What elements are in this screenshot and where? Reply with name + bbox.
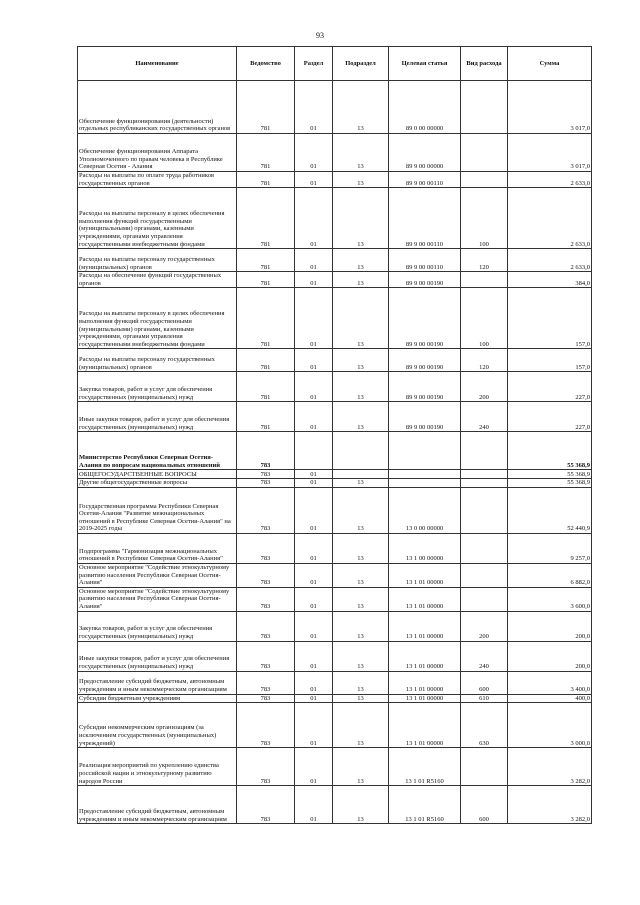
cell-dept: 783 bbox=[237, 786, 295, 824]
cell-subsection: 13 bbox=[333, 249, 389, 272]
cell-subsection: 13 bbox=[333, 533, 389, 563]
cell-section: 01 bbox=[295, 479, 333, 488]
cell-subsection: 13 bbox=[333, 611, 389, 641]
cell-name: Расходы на обеспечение функций государственных органов bbox=[78, 272, 237, 288]
cell-dept: 781 bbox=[237, 134, 295, 172]
cell-sum: 3 017,0 bbox=[508, 81, 592, 134]
cell-name: Иные закупки товаров, работ и услуг для обеспечения государственных (муниципальных) нужд bbox=[78, 402, 237, 432]
cell-name: Подпрограмма "Гармонизация межнациональных отношений в Республике Северная Осетия-Алания" bbox=[78, 533, 237, 563]
cell-section: 01 bbox=[295, 288, 333, 349]
table-row bbox=[78, 432, 592, 470]
cell-section: 01 bbox=[295, 786, 333, 824]
cell-dept: 783 bbox=[237, 470, 295, 479]
cell-section: 01 bbox=[295, 703, 333, 748]
table-row bbox=[78, 349, 592, 372]
cell-target: 89 9 00 00190 bbox=[389, 288, 461, 349]
cell-dept: 783 bbox=[237, 432, 295, 470]
cell-target: 89 9 00 00190 bbox=[389, 402, 461, 432]
table-row bbox=[78, 533, 592, 563]
cell-subsection bbox=[333, 432, 389, 470]
cell-target: 13 1 00 00000 bbox=[389, 533, 461, 563]
cell-subsection: 13 bbox=[333, 487, 389, 533]
cell-kind: 600 bbox=[461, 671, 508, 694]
cell-sum: 3 600,0 bbox=[508, 587, 592, 611]
cell-dept: 781 bbox=[237, 172, 295, 188]
cell-target: 13 1 01 00000 bbox=[389, 671, 461, 694]
cell-dept: 781 bbox=[237, 288, 295, 349]
cell-kind: 630 bbox=[461, 703, 508, 748]
header-section: Раздел bbox=[295, 47, 333, 81]
table-row bbox=[78, 786, 592, 824]
header-name: Наименование bbox=[78, 47, 237, 81]
cell-sum: 384,0 bbox=[508, 272, 592, 288]
cell-kind: 600 bbox=[461, 786, 508, 824]
cell-subsection: 13 bbox=[333, 641, 389, 671]
cell-subsection: 13 bbox=[333, 288, 389, 349]
cell-section: 01 bbox=[295, 694, 333, 703]
cell-section: 01 bbox=[295, 641, 333, 671]
cell-target: 13 1 01 R5160 bbox=[389, 748, 461, 786]
cell-sum: 157,0 bbox=[508, 288, 592, 349]
cell-dept: 783 bbox=[237, 587, 295, 611]
cell-section: 01 bbox=[295, 249, 333, 272]
cell-target: 89 9 00 00110 bbox=[389, 249, 461, 272]
cell-kind bbox=[461, 470, 508, 479]
cell-dept: 783 bbox=[237, 694, 295, 703]
cell-dept: 781 bbox=[237, 349, 295, 372]
cell-target: 13 1 01 00000 bbox=[389, 611, 461, 641]
cell-section: 01 bbox=[295, 470, 333, 479]
cell-kind bbox=[461, 487, 508, 533]
table-row bbox=[78, 694, 592, 703]
cell-name: Расходы на выплаты персоналу в целях обеспечения выполнения функций государственными (муниципальными) органами, казенными учреждениями, органами управления государственными внебюджетными фондами bbox=[78, 288, 237, 349]
table-row bbox=[78, 372, 592, 402]
cell-subsection: 13 bbox=[333, 81, 389, 134]
cell-subsection: 13 bbox=[333, 703, 389, 748]
table-row bbox=[78, 487, 592, 533]
table-row bbox=[78, 272, 592, 288]
table-row bbox=[78, 402, 592, 432]
cell-name: Другие общегосударственные вопросы bbox=[78, 479, 237, 488]
cell-name: Предоставление субсидий бюджетным, автономным учреждениям и иным некоммерческим организациям bbox=[78, 671, 237, 694]
cell-target: 13 0 00 00000 bbox=[389, 487, 461, 533]
cell-target: 13 1 01 00000 bbox=[389, 563, 461, 587]
cell-sum: 6 882,0 bbox=[508, 563, 592, 587]
cell-dept: 783 bbox=[237, 487, 295, 533]
cell-section: 01 bbox=[295, 81, 333, 134]
cell-section: 01 bbox=[295, 402, 333, 432]
header-subsection: Подраздел bbox=[333, 47, 389, 81]
table-row bbox=[78, 703, 592, 748]
cell-target: 13 1 01 00000 bbox=[389, 694, 461, 703]
cell-sum: 200,0 bbox=[508, 611, 592, 641]
cell-name: Расходы на выплаты персоналу государственных (муниципальных) органов bbox=[78, 249, 237, 272]
cell-sum: 9 257,0 bbox=[508, 533, 592, 563]
cell-target: 89 9 00 00110 bbox=[389, 172, 461, 188]
cell-kind bbox=[461, 81, 508, 134]
cell-subsection: 13 bbox=[333, 349, 389, 372]
cell-kind: 200 bbox=[461, 611, 508, 641]
cell-target: 89 9 00 00190 bbox=[389, 349, 461, 372]
cell-kind bbox=[461, 563, 508, 587]
cell-section: 01 bbox=[295, 172, 333, 188]
cell-name: Закупка товаров, работ и услуг для обеспечения государственных (муниципальных) нужд bbox=[78, 372, 237, 402]
cell-sum: 3 282,0 bbox=[508, 748, 592, 786]
cell-subsection: 13 bbox=[333, 372, 389, 402]
cell-subsection: 13 bbox=[333, 786, 389, 824]
cell-subsection: 13 bbox=[333, 134, 389, 172]
cell-subsection: 13 bbox=[333, 587, 389, 611]
cell-dept: 781 bbox=[237, 188, 295, 249]
table-row bbox=[78, 748, 592, 786]
header-dept: Ведомство bbox=[237, 47, 295, 81]
cell-kind: 610 bbox=[461, 694, 508, 703]
cell-target: 89 9 00 00190 bbox=[389, 372, 461, 402]
cell-section: 01 bbox=[295, 487, 333, 533]
cell-target: 89 9 00 00000 bbox=[389, 134, 461, 172]
cell-kind bbox=[461, 172, 508, 188]
cell-kind bbox=[461, 533, 508, 563]
cell-section: 01 bbox=[295, 272, 333, 288]
cell-name: Обеспечение функционирования (деятельности) отдельных республиканских государственных органов bbox=[78, 81, 237, 134]
cell-sum: 3 282,0 bbox=[508, 786, 592, 824]
table-row bbox=[78, 611, 592, 641]
cell-name: Обеспечение функционирования Аппарата Уполномоченного по правам человека в Республике Северная Осетия - Алания bbox=[78, 134, 237, 172]
cell-sum: 55 368,9 bbox=[508, 470, 592, 479]
table-header-row bbox=[78, 47, 592, 81]
cell-section: 01 bbox=[295, 533, 333, 563]
cell-target bbox=[389, 470, 461, 479]
cell-target: 89 0 00 00000 bbox=[389, 81, 461, 134]
cell-name: Иные закупки товаров, работ и услуг для обеспечения государственных (муниципальных) нужд bbox=[78, 641, 237, 671]
cell-dept: 781 bbox=[237, 402, 295, 432]
cell-sum: 55 368,9 bbox=[508, 479, 592, 488]
cell-kind bbox=[461, 587, 508, 611]
cell-section: 01 bbox=[295, 563, 333, 587]
cell-section: 01 bbox=[295, 671, 333, 694]
cell-sum: 52 440,9 bbox=[508, 487, 592, 533]
cell-sum: 227,0 bbox=[508, 402, 592, 432]
cell-kind bbox=[461, 272, 508, 288]
page-number: 93 bbox=[316, 31, 324, 40]
table-row bbox=[78, 563, 592, 587]
table-row bbox=[78, 641, 592, 671]
cell-name: Основное мероприятие "Содействие этнокультурному развитию населения Республики Северная Осетия-Алания" bbox=[78, 563, 237, 587]
cell-sum: 227,0 bbox=[508, 372, 592, 402]
cell-kind bbox=[461, 134, 508, 172]
cell-kind: 120 bbox=[461, 249, 508, 272]
cell-name: Субсидии некоммерческим организациям (за исключением государственных (муниципальных) учреждений) bbox=[78, 703, 237, 748]
table-row bbox=[78, 479, 592, 488]
table-row bbox=[78, 134, 592, 172]
cell-sum: 400,0 bbox=[508, 694, 592, 703]
table-row bbox=[78, 288, 592, 349]
cell-subsection: 13 bbox=[333, 479, 389, 488]
cell-dept: 783 bbox=[237, 533, 295, 563]
cell-section: 01 bbox=[295, 611, 333, 641]
cell-subsection: 13 bbox=[333, 402, 389, 432]
cell-sum: 3 400,0 bbox=[508, 671, 592, 694]
cell-dept: 781 bbox=[237, 81, 295, 134]
cell-section: 01 bbox=[295, 188, 333, 249]
cell-name: Предоставление субсидий бюджетным, автономным учреждениям и иным некоммерческим организациям bbox=[78, 786, 237, 824]
table-row bbox=[78, 671, 592, 694]
cell-sum: 200,0 bbox=[508, 641, 592, 671]
cell-dept: 781 bbox=[237, 372, 295, 402]
cell-section: 01 bbox=[295, 372, 333, 402]
header-sum: Сумма bbox=[508, 47, 592, 81]
cell-sum: 157,0 bbox=[508, 349, 592, 372]
cell-section: 01 bbox=[295, 349, 333, 372]
cell-target: 13 1 01 00000 bbox=[389, 703, 461, 748]
cell-sum: 3 017,0 bbox=[508, 134, 592, 172]
cell-subsection bbox=[333, 470, 389, 479]
cell-target: 89 9 00 00190 bbox=[389, 272, 461, 288]
cell-name: Расходы на выплаты персоналу в целях обеспечения выполнения функций государственными (муниципальными) органами, казенными учреждениями, органами управления государственными внебюджетными фондами bbox=[78, 188, 237, 249]
cell-dept: 783 bbox=[237, 641, 295, 671]
cell-sum: 2 633,0 bbox=[508, 249, 592, 272]
cell-dept: 783 bbox=[237, 671, 295, 694]
cell-dept: 783 bbox=[237, 611, 295, 641]
cell-name: Основное мероприятие "Содействие этнокультурному развитию населения Республики Северная Осетия-Алания" bbox=[78, 587, 237, 611]
cell-target bbox=[389, 479, 461, 488]
cell-sum: 55 368,9 bbox=[508, 432, 592, 470]
cell-kind: 240 bbox=[461, 641, 508, 671]
cell-section: 01 bbox=[295, 134, 333, 172]
cell-target: 13 1 01 00000 bbox=[389, 587, 461, 611]
budget-table bbox=[77, 46, 592, 824]
cell-dept: 781 bbox=[237, 249, 295, 272]
table-row bbox=[78, 249, 592, 272]
cell-section bbox=[295, 432, 333, 470]
cell-name: ОБЩЕГОСУДАРСТВЕННЫЕ ВОПРОСЫ bbox=[78, 470, 237, 479]
cell-target: 89 9 00 00110 bbox=[389, 188, 461, 249]
table-row bbox=[78, 188, 592, 249]
cell-dept: 781 bbox=[237, 272, 295, 288]
cell-kind: 120 bbox=[461, 349, 508, 372]
header-kind: Вид расхода bbox=[461, 47, 508, 81]
cell-subsection: 13 bbox=[333, 172, 389, 188]
cell-kind: 100 bbox=[461, 288, 508, 349]
cell-sum: 3 000,0 bbox=[508, 703, 592, 748]
cell-target bbox=[389, 432, 461, 470]
table-row bbox=[78, 587, 592, 611]
cell-dept: 783 bbox=[237, 563, 295, 587]
cell-subsection: 13 bbox=[333, 563, 389, 587]
cell-kind: 200 bbox=[461, 372, 508, 402]
cell-dept: 783 bbox=[237, 703, 295, 748]
table-row bbox=[78, 81, 592, 134]
cell-name: Расходы на выплаты по оплате труда работников государственных органов bbox=[78, 172, 237, 188]
cell-sum: 2 633,0 bbox=[508, 188, 592, 249]
cell-subsection: 13 bbox=[333, 748, 389, 786]
cell-name: Расходы на выплаты персоналу государственных (муниципальных) органов bbox=[78, 349, 237, 372]
cell-section: 01 bbox=[295, 587, 333, 611]
cell-dept: 783 bbox=[237, 479, 295, 488]
cell-name: Реализация мероприятий по укреплению единства российской нации и этнокультурному развитию народов России bbox=[78, 748, 237, 786]
cell-dept: 783 bbox=[237, 748, 295, 786]
table-row bbox=[78, 470, 592, 479]
cell-subsection: 13 bbox=[333, 188, 389, 249]
cell-kind bbox=[461, 748, 508, 786]
table-row bbox=[78, 172, 592, 188]
cell-target: 13 1 01 00000 bbox=[389, 641, 461, 671]
cell-section: 01 bbox=[295, 748, 333, 786]
cell-name: Субсидии бюджетным учреждениям bbox=[78, 694, 237, 703]
cell-kind: 240 bbox=[461, 402, 508, 432]
cell-subsection: 13 bbox=[333, 272, 389, 288]
cell-name: Министерство Республики Северная Осетия-Алания по вопросам национальных отношений bbox=[78, 432, 237, 470]
cell-name: Государственная программа Республики Северная Осетия-Алания "Развитие межнациональных отношений в Республике Северная Осетия-Алания" на 2019-2025 годы bbox=[78, 487, 237, 533]
cell-name: Закупка товаров, работ и услуг для обеспечения государственных (муниципальных) нужд bbox=[78, 611, 237, 641]
header-target: Целевая статья bbox=[389, 47, 461, 81]
cell-kind bbox=[461, 432, 508, 470]
cell-kind: 100 bbox=[461, 188, 508, 249]
cell-kind bbox=[461, 479, 508, 488]
cell-sum: 2 633,0 bbox=[508, 172, 592, 188]
cell-subsection: 13 bbox=[333, 694, 389, 703]
cell-target: 13 1 01 R5160 bbox=[389, 786, 461, 824]
cell-subsection: 13 bbox=[333, 671, 389, 694]
